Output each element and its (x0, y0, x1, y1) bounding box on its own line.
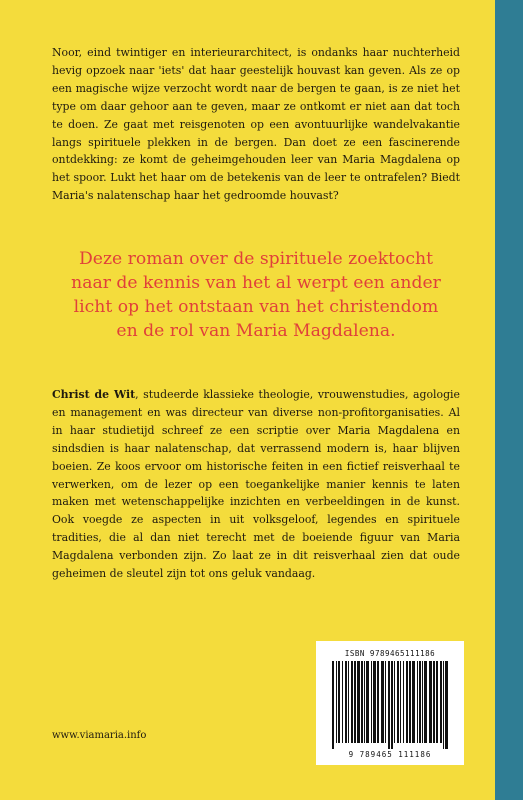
barcode-box (316, 641, 464, 765)
isbn-label: ISBN 9789465111186 (344, 649, 436, 658)
author-name: Christ de Wit (52, 388, 136, 401)
barcode-digits: 9 789465 111186 (348, 750, 432, 759)
barcode-icon (330, 661, 450, 749)
author-bio: , studeerde klassieke theologie, vrouwenstudies, agologie en management en was directeur van diverse non-profitorganisaties. Al in haar studietijd schreef ze een scriptie over Maria Magdalena en sindsdien is haar nalatenschap, dat verrassend modern is, haar blijven boeien. Ze koos ervoor om historische feiten in een fictief reisverhaal te verwerken, om de lezer op een toegankelijke manier kennis te laten maken met wetenschappelijke inzichten en verbeeldingen in de kunst. Ook voegde ze aspecten in uit volksgeloof, legendes en spirituele tradities, die al dan niet terecht met de boeiende figuur van Maria Magdalena verbonden zijn. Zo laat ze in dit reisverhaal zien dat oude geheimen de sleutel zijn tot ons geluk vandaag. (52, 388, 460, 581)
website-link[interactable]: www.viamaria.info (52, 730, 147, 741)
blurb-paragraph: Noor, eind twintiger en interieurarchitect, is ondanks haar nuchterheid hevig opzoek naar 'iets' dat haar geestelijk houvast kan geven. Als ze op een magische wijze verzocht wordt naar de bergen te gaan, is ze niet het type om daar gehoor aan te geven, maar ze ontkomt er niet aan dat toch te doen. Ze gaat met reisgenoten op een avontuurlijke wandelvakantie langs spirituele plekken in de bergen. Dan doet ze een fascinerende ontdekking: ze komt de geheimgehouden leer van Maria Magdalena op het spoor. Lukt het haar om de betekenis van de leer te ontrafelen? Biedt Maria's nalatenschap haar het gedroomde houvast? (52, 46, 460, 203)
author-paragraph (52, 386, 460, 583)
pull-quote: Deze roman over de spirituele zoektocht naar de kennis van het al werpt een ander licht op het ontstaan van het christendom en de rol van Maria Magdalena. (71, 249, 441, 341)
spine-edge (495, 0, 523, 800)
